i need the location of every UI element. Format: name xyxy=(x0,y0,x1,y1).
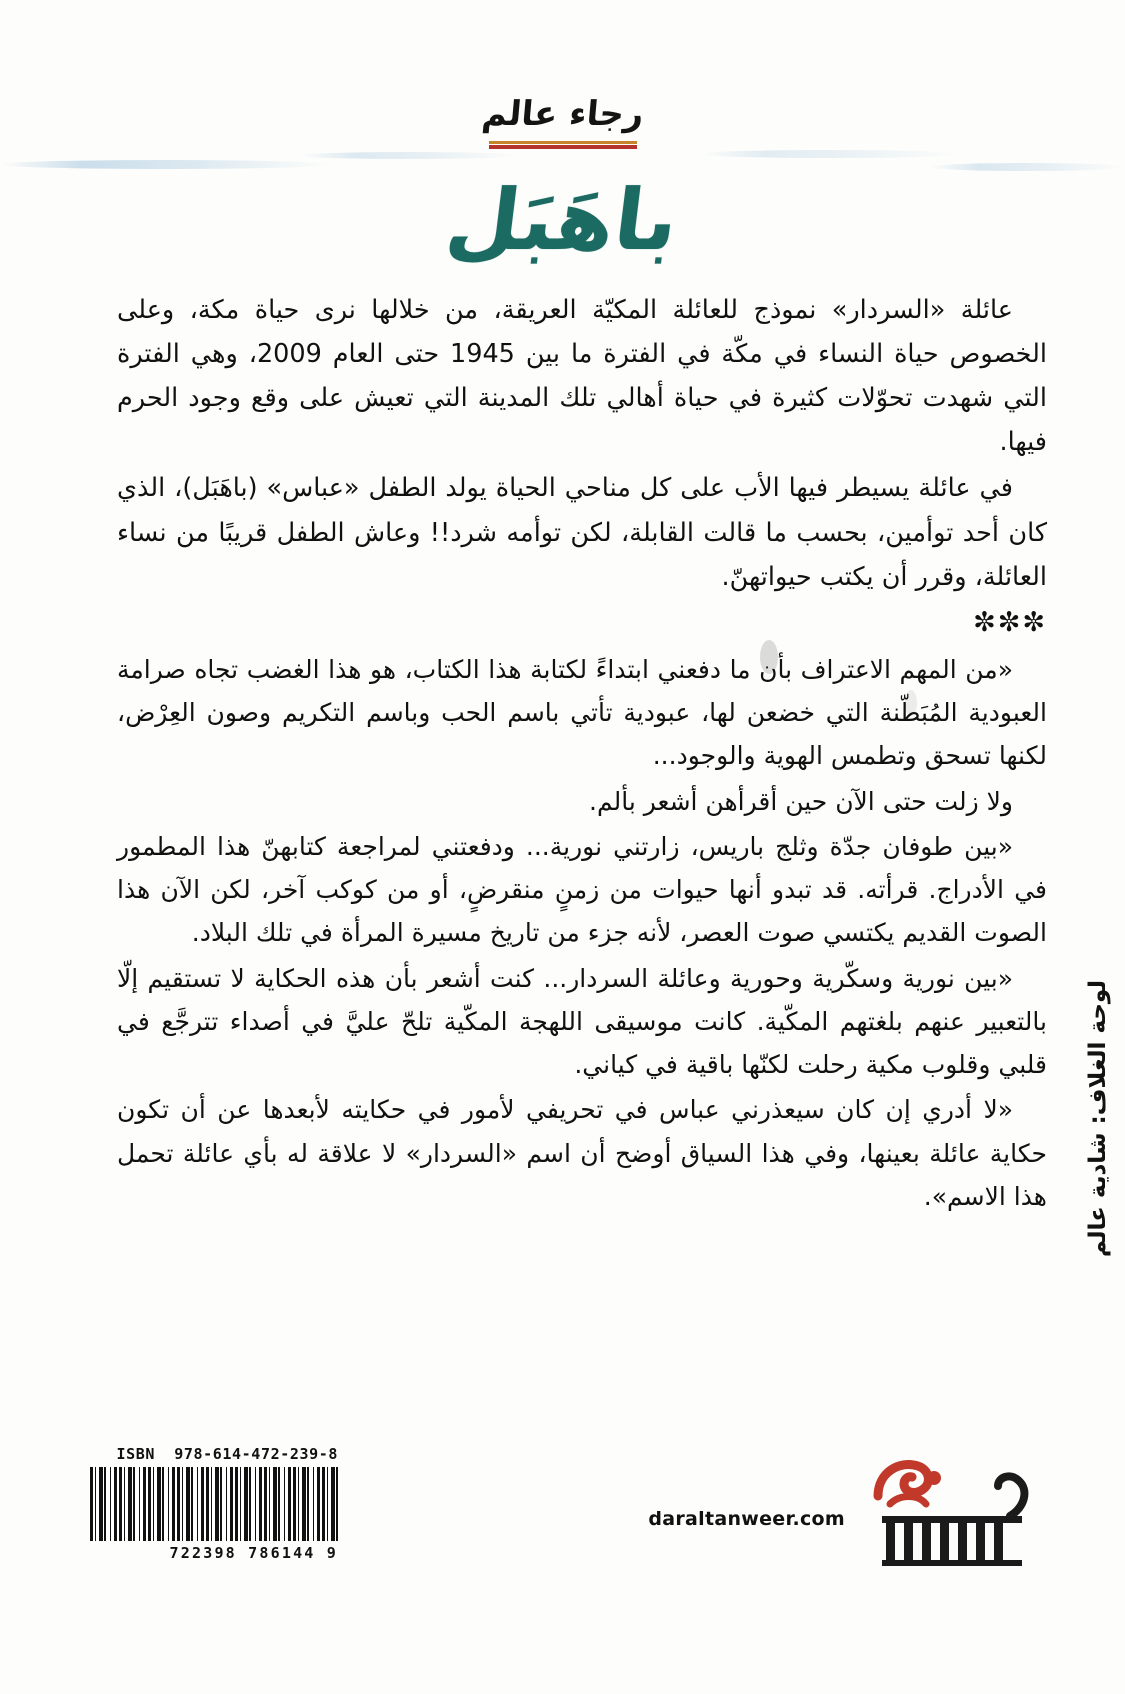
barcode xyxy=(90,1467,338,1541)
author-quote: «بين طوفان جدّة وثلج باريس، زارتني نورية... ودفعتني لمراجعة كتابهنّ هذا المطمور في الأدراج. قرأته. قد تبدو أنها حيوات من زمنٍ منقرضٍ، أو من كوكب آخر، لكن الآن هذا الصوت القديم يكتسي صوت العصر، لأنه جزء من تاريخ مسيرة المرأة في تلك البلاد. xyxy=(117,831,1047,948)
cover-art-credit: لوحة الغلاف: شادية عالم xyxy=(1085,980,1111,1258)
blurb-paragraph: عائلة «السردار» نموذج للعائلة المكيّة العريقة، من خلالها نرى حياة مكة، وعلى الخصوص حياة النساء في مكّة في الفترة ما بين 1945 حتى العام 2009، وهي الفترة التي شهدت تحوّلات كثيرة في حياة أهالي تلك المدينة التي تعيش على وقع وجود الحرم فيها. xyxy=(117,295,1047,458)
author-quote: «من المهم الاعتراف بأن ما دفعني ابتداءً لكتابة هذا الكتاب، هو هذا الغضب تجاه صرامة العبودية المُبَطّنة التي خضعن لها، عبودية تأتي باسم الحب وباسم التكريم وصون العِرْض، لكنها تسحق وتطمس الهوية والوجود... xyxy=(117,654,1047,771)
title-block xyxy=(0,171,1125,269)
author-quote: ولا زلت حتى الآن حين أقرأهن أشعر بألم. xyxy=(589,786,1013,816)
scan-smudge xyxy=(930,163,1125,171)
scan-smudge xyxy=(700,150,960,158)
divider-red-line xyxy=(489,145,637,149)
isbn-label: ISBN xyxy=(116,1445,155,1463)
cover-footer xyxy=(0,1430,1125,1620)
barcode-digits: 9 786144 722398 xyxy=(169,1544,338,1562)
blurb-paragraph: في عائلة يسيطر فيها الأب على كل مناحي الحياة يولد الطفل «عباس» (باهَبَل)، الذي كان أحد توأمين، بحسب ما قالت القابلة، لكن توأمه شرد!! وعاش الطفل قريبًا من نساء العائلة، وقرر أن يكتب حيواتهنّ. xyxy=(117,473,1047,592)
author-quote: «بين نورية وسكّرية وحورية وعائلة السردار... كنت أشعر بأن هذه الحكاية لا تستقيم إلّا بالتعبير عنهم بلغتهم المكّية. كانت موسيقى اللهجة المكّية تلحّ عليَّ في أصداء تترجَّع في قلبي وقلوب مكية رحلت لكنّها باقية في كياني. xyxy=(117,963,1047,1080)
author-divider xyxy=(489,141,637,149)
isbn-block xyxy=(78,1445,338,1562)
scan-smudge xyxy=(300,152,520,159)
publisher-block xyxy=(620,1450,1040,1580)
isbn-text xyxy=(78,1445,338,1463)
back-cover-text xyxy=(117,288,1047,1220)
author-name: رجاء عالم xyxy=(480,94,646,134)
publisher-website[interactable]: daraltanweer.com xyxy=(648,1508,845,1530)
author-block xyxy=(0,96,1125,149)
divider-orange-line xyxy=(489,141,637,144)
scan-smudge xyxy=(0,160,330,169)
book-title: باهَبَل xyxy=(441,171,684,269)
section-separator: ✼✼✼ xyxy=(973,606,1047,638)
publisher-logo xyxy=(860,1450,1040,1570)
isbn-value: 978-614-472-239-8 xyxy=(174,1445,338,1463)
author-quote: «لا أدري إن كان سيعذرني عباس في تحريفي لأمور في حكايته لأبعدها عن أن تكون حكاية عائلة بعينها، وفي هذا السياق أوضح أن اسم «السردار» لا علاقة له بأي عائلة تحمل هذا الاسم». xyxy=(117,1095,1047,1211)
